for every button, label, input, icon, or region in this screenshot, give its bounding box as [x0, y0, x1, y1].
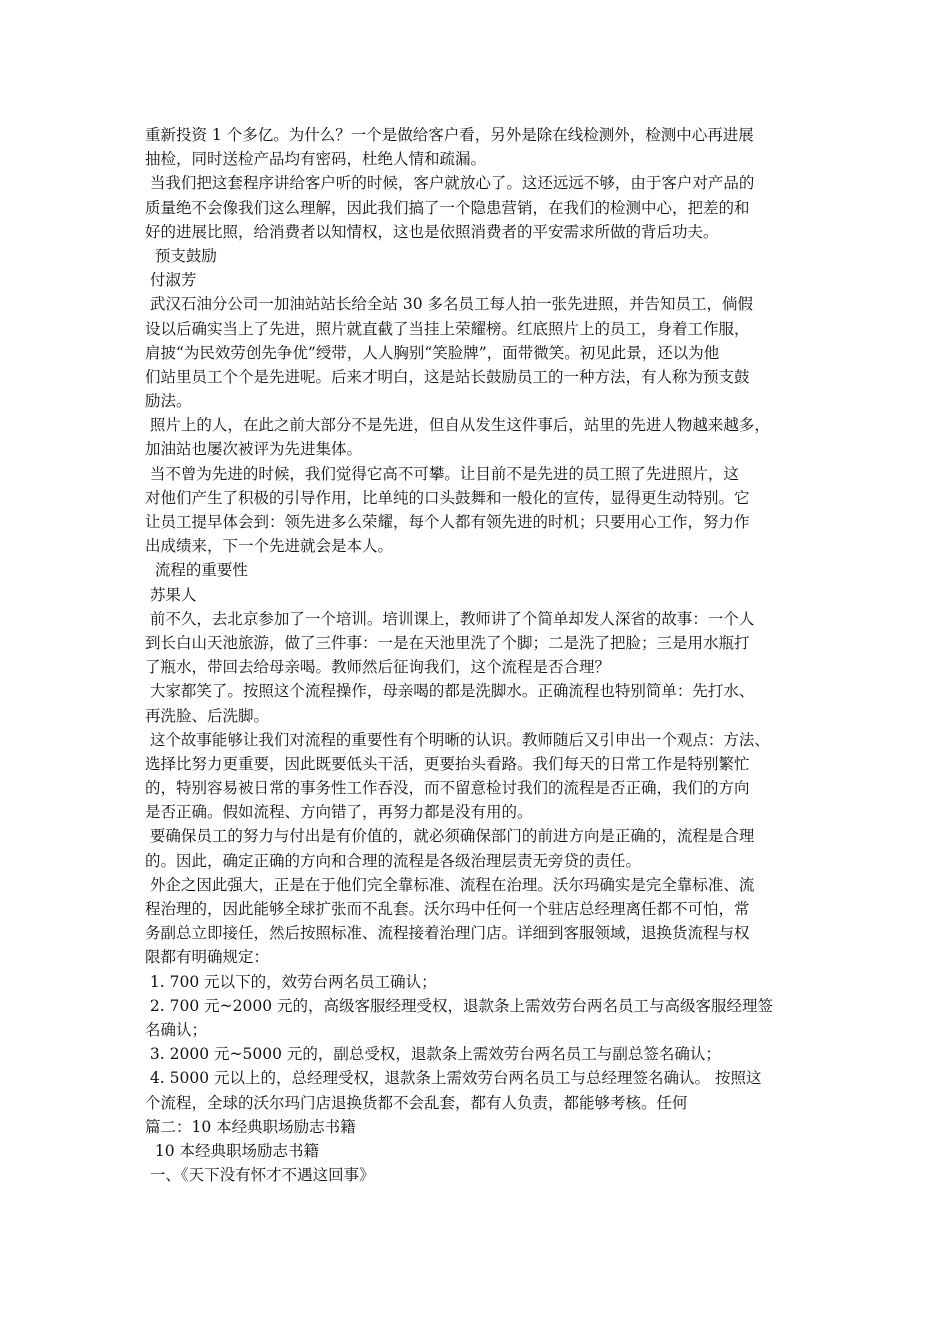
text-line: 当我们把这套程序讲给客户听的时候，客户就放心了。这还远远不够，由于客户对产品的 — [145, 174, 755, 193]
text-line: 的，特别容易被日常的事务性工作吞没，而不留意检讨我们的流程是否正确，我们的方向 — [145, 779, 750, 798]
text-line: 再洗脸、后洗脚。 — [145, 706, 270, 725]
text-line: 到长白山天池旅游，做了三件事：一是在天池里洗了个脚；二是洗了把脸；三是用水瓶打 — [145, 633, 750, 652]
text-line: 名确认； — [145, 1020, 208, 1039]
document-page — [145, 123, 820, 1187]
list-item: 2. 700 元~2000 元的，高级客服经理受权，退款条上需效劳台两名员工与高级客服经理签 — [145, 996, 774, 1015]
text-line: 当不曾为先进的时候，我们觉得它高不可攀。让目前不是先进的员工照了先进照片，这 — [145, 464, 739, 483]
text-line: 质量绝不会像我们这么理解，因此我们搞了一个隐患营销，在我们的检测中心，把差的和 — [145, 198, 750, 217]
text-line: 出成绩来，下一个先进就会是本人。 — [145, 537, 394, 556]
text-line: 照片上的人，在此之前大部分不是先进，但自从发生这件事后，站里的先进人物越来越多， — [145, 416, 770, 435]
author-line: 苏果人 — [145, 585, 197, 604]
text-line: 外企之因此强大，正是在于他们完全靠标准、流程在治理。沃尔玛确实是完全靠标准、流 — [145, 875, 755, 894]
text-line: 要确保员工的努力与付出是有价值的，就必须确保部门的前进方向是正确的，流程是合理 — [145, 827, 755, 846]
text-line: 好的进展比照，给消费者以知情权，这也是依照消费者的平安需求所做的背后功夫。 — [145, 222, 719, 241]
text-line: 们站里员工个个是先进呢。后来才明白，这是站长鼓励员工的一种方法，有人称为预支鼓 — [145, 367, 750, 386]
list-item: 1. 700 元以下的，效劳台两名员工确认； — [145, 972, 437, 991]
section-heading: 10 本经典职场励志书籍 — [145, 1141, 320, 1160]
chapter-heading: 篇二：10 本经典职场励志书籍 — [145, 1117, 356, 1136]
text-line: 了瓶水，带回去给母亲喝。教师然后征询我们，这个流程是否合理？ — [145, 658, 611, 677]
text-line: 重新投资 1 个多亿。为什么？一个是做给客户看，另外是除在线检测外，检测中心再进展 — [145, 126, 754, 144]
text-line: 这个故事能够让我们对流程的重要性有个明晰的认识。教师随后又引申出一个观点：方法、 — [145, 730, 770, 749]
list-item: 3. 2000 元~5000 元的，副总受权，退款条上需效劳台两名员工与副总签名确认； — [145, 1045, 721, 1064]
text-line: 务副总立即接任，然后按照标准、流程接着治理门店。详细到客服领域，退换货流程与权 — [145, 924, 750, 943]
text-line: 肩披“为民效劳创先争优”绶带，人人胸别“笑脸牌”，面带微笑。初见此景，还以为他 — [145, 343, 720, 362]
text-line: 大家都笑了。按照这个流程操作，母亲喝的都是洗脚水。正确流程也特别简单：先打水、 — [145, 682, 755, 701]
text-line: 抽检，同时送检产品均有密码，杜绝人情和疏漏。 — [145, 150, 487, 169]
text-line: 的。因此，确定正确的方向和合理的流程是各级治理层责无旁贷的责任。 — [145, 851, 642, 870]
text-line: 让员工提早体会到：领先进多么荣耀，每个人都有领先进的时机；只要用心工作，努力作 — [145, 513, 750, 531]
section-heading: 预支鼓励 — [145, 246, 217, 265]
text-line: 对他们产生了积极的引导作用，比单纯的口头鼓舞和一般化的宣传，显得更生动特别。它 — [145, 488, 750, 507]
list-item: 4. 5000 元以上的，总经理受权，退款条上需效劳台两名员工与总经理签名确认。 按照这 — [145, 1069, 762, 1088]
text-line: 是否正确。假如流程、方向错了，再努力都是没有用的。 — [145, 803, 533, 822]
text-line: 程治理的，因此能够全球扩张而不乱套。沃尔玛中任何一个驻店总经理离任都不可怕，常 — [145, 900, 750, 918]
text-line: 前不久，去北京参加了一个培训。培训课上，教师讲了个简单却发人深省的故事：一个人 — [145, 609, 755, 628]
section-heading: 流程的重要性 — [145, 561, 248, 580]
text-line: 武汉石油分公司一加油站站长给全站 30 多名员工每人拍一张先进照，并告知员工，倘假 — [145, 295, 754, 314]
text-line: 个流程，全球的沃尔玛门店退换货都不会乱套，都有人负责，都能够考核。任何 — [145, 1093, 688, 1112]
text-line: 加油站也屡次被评为先进集体。 — [145, 440, 363, 459]
text-line: 设以后确实当上了先进，照片就直截了当挂上荣耀榜。红底照片上的员工，身着工作服， — [145, 319, 750, 338]
text-line: 选择比努力更重要，因此既要低头干活，更要抬头看路。我们每天的日常工作是特别繁忙 — [145, 754, 750, 773]
author-line: 付淑芳 — [145, 271, 197, 290]
book-title-item: 一、《天下没有怀才不遇这回事》 — [145, 1166, 375, 1185]
text-line: 限都有明确规定： — [145, 948, 270, 967]
text-line: 励法。 — [145, 392, 192, 411]
